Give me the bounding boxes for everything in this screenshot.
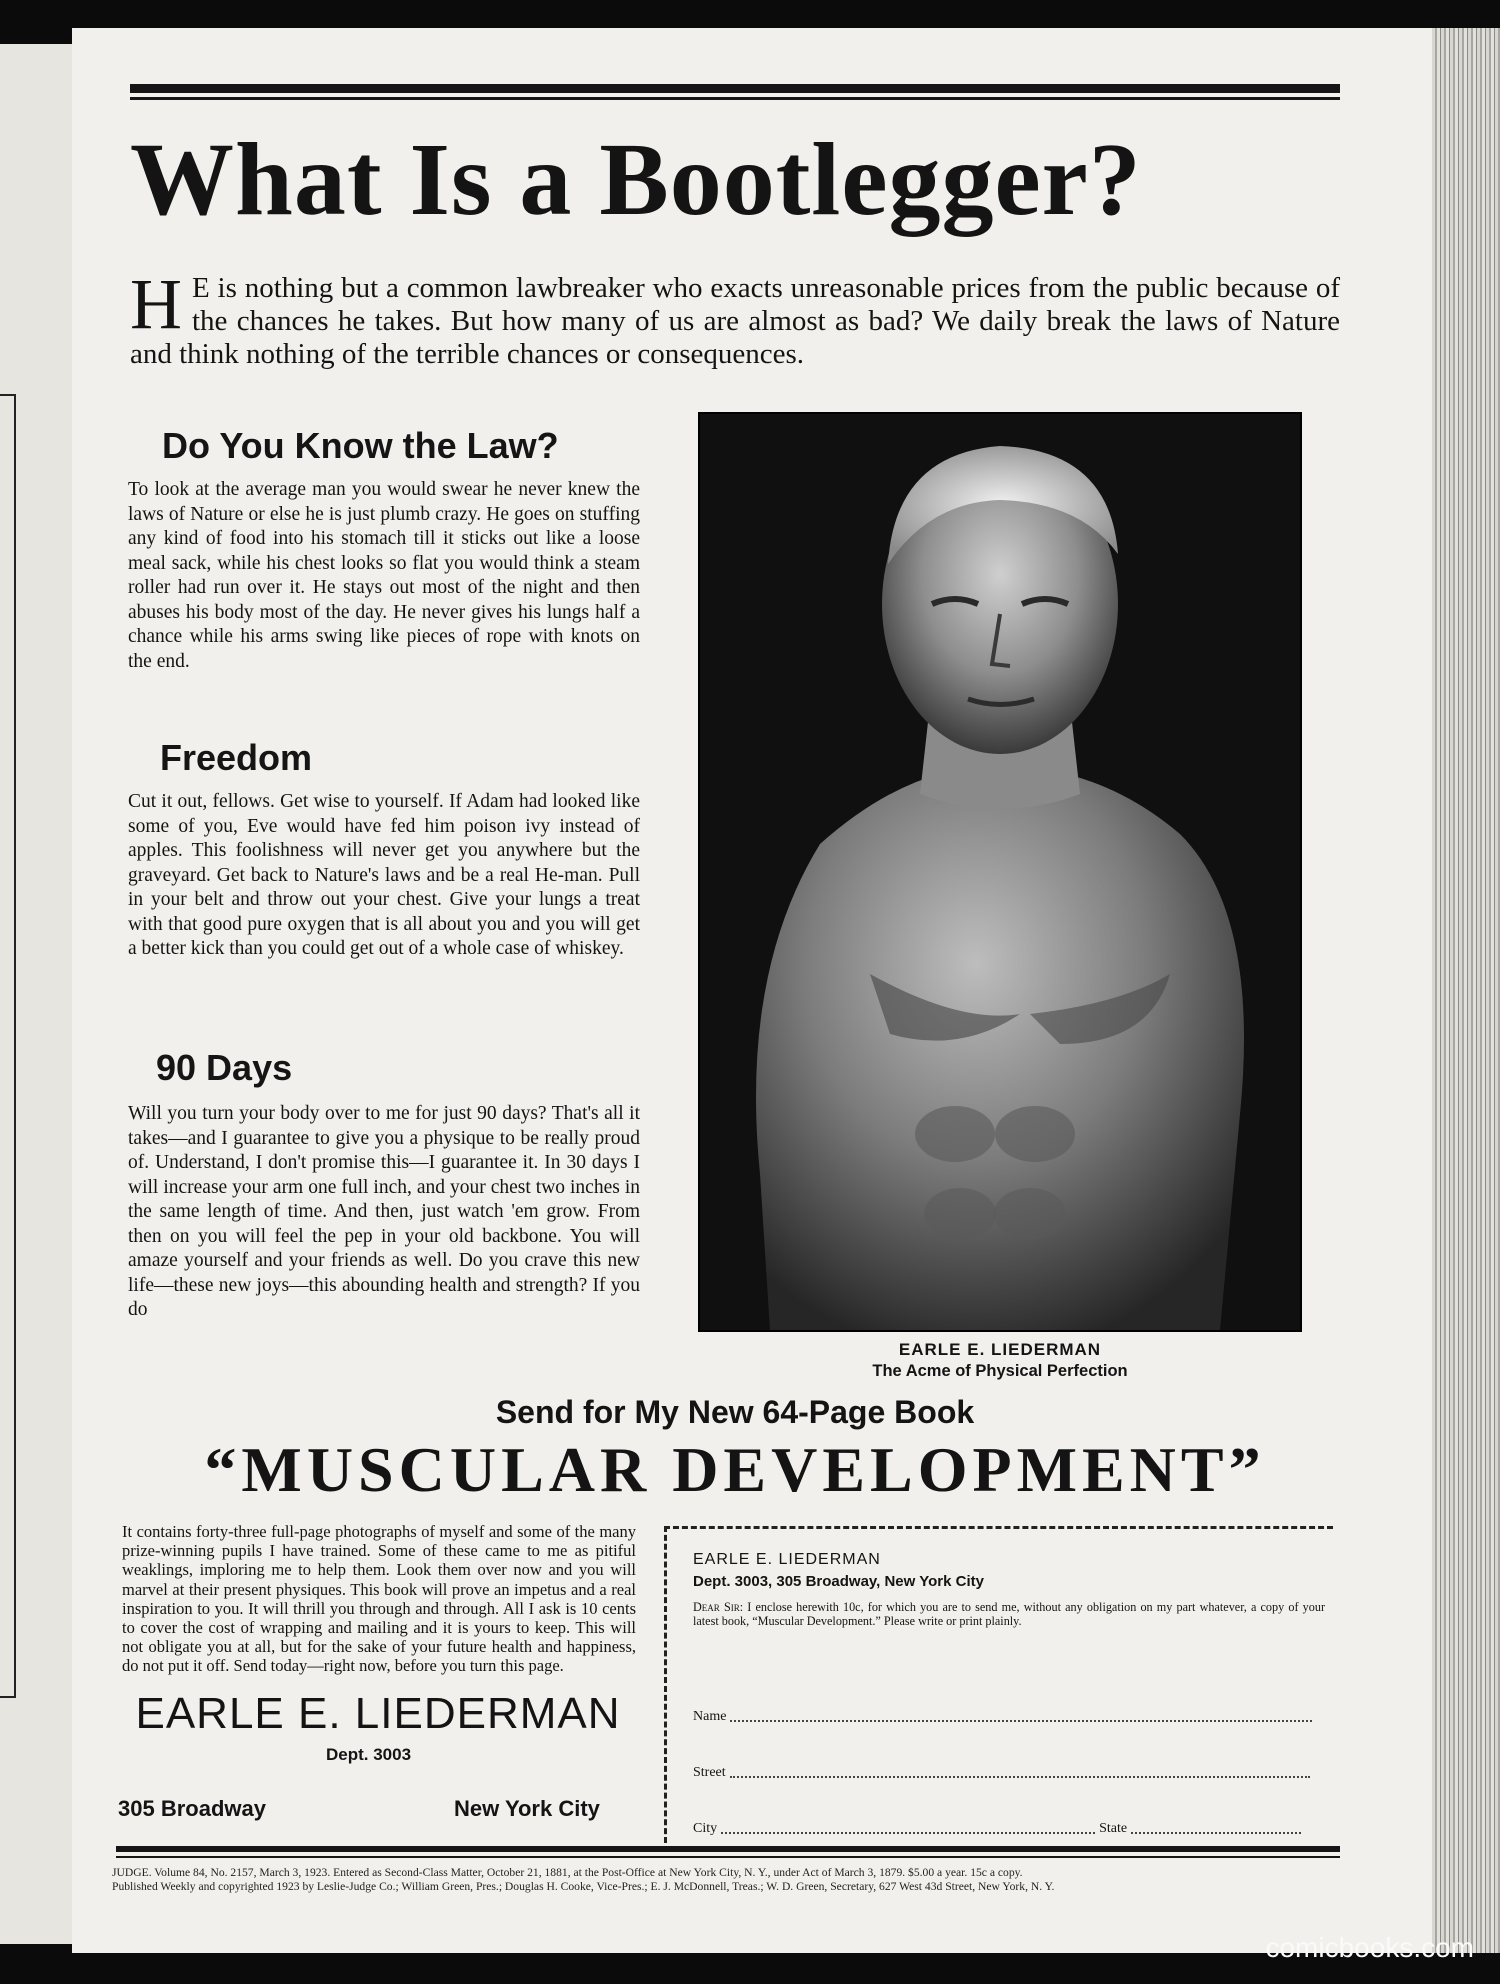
publication-footer-line-1: JUDGE. Volume 84, No. 2157, March 3, 1923. Entered as Second-Class Matter, October 21, 1881, at the Post-Office at New York City, N. Y., under Act of March 3, 1879. $5.00 a year. 15c a copy.	[112, 1866, 1023, 1879]
coupon-name-line[interactable]	[730, 1718, 1312, 1722]
adjacent-page-edge	[0, 44, 74, 1944]
section-body-freedom: Cut it out, fellows. Get wise to yourself. If Adam had looked like some of you, Eve would have fed him poison ivy instead of apples. This foolishness will never get you anywhere but the graveyard. Get back to Nature's laws and be a real He-man. Pull in your belt and throw out your chest. Give your lungs a treat with that good pure oxygen that is all about you and you will get a better kick than you could get out of a whole case of whiskey.	[128, 791, 640, 959]
send-for-book-line: Send for My New 64-Page Book	[495, 1394, 975, 1430]
coupon-state-label: State	[1099, 1821, 1128, 1836]
coupon-message	[693, 1601, 1325, 1629]
intro-text: E is nothing but a common lawbreaker who exacts unreasonable prices from the public because of the chances he takes. But how many of us are almost as bad? We daily break the laws of Nature and think nothing of the terrible chances or consequences.	[130, 272, 1340, 370]
portrait-illustration	[700, 414, 1300, 1330]
advertiser-street: 305 Broadway	[118, 1796, 266, 1821]
section-heading-freedom: Freedom	[160, 737, 313, 778]
book-description: It contains forty-three full-page photographs of myself and some of the many prize-winning pupils I have trained. Some of these came to me as pitiful weaklings, imploring me to help them. Look them over now and you will marvel at their present physiques. This book will prove an impetus and a real inspiration to you. It will thrill you through and through. All I ask is 10 cents to cover the cost of wrapping and mailing and it is yours to keep. This will not obligate you at all, but for the sake of your future health and happiness, do not put it off. Send today—right now, before you turn this page.	[122, 1522, 636, 1676]
coupon-street-field[interactable]	[693, 1765, 1314, 1781]
coupon-street-label: Street	[693, 1765, 726, 1780]
section-heading-law: Do You Know the Law?	[162, 425, 559, 466]
coupon-recipient-address: Dept. 3003, 305 Broadway, New York City	[693, 1573, 984, 1590]
advertiser-dept: Dept. 3003	[326, 1745, 412, 1764]
coupon-state-line[interactable]	[1131, 1830, 1301, 1834]
coupon-name-field[interactable]	[693, 1709, 1316, 1725]
book-spine	[1432, 28, 1500, 1953]
top-rule-thick	[130, 84, 1340, 93]
bottom-rule-thick	[116, 1846, 1340, 1852]
publication-footer-line-2: Published Weekly and copyrighted 1923 by Leslie-Judge Co.; William Green, Pres.; Douglas H. Cooke, Vice-Pres.; E. J. McDonnell, Treas.; W. D. Green, Secretary, 627 West 43d Street, New York, N. Y.	[112, 1880, 1055, 1893]
photo-caption-name: EARLE E. LIEDERMAN	[898, 1340, 1102, 1359]
section-heading-90-days: 90 Days	[156, 1047, 293, 1088]
section-body-law: To look at the average man you would swear he never knew the laws of Nature or else he is just plumb crazy. He goes on stuffing any kind of food into his stomach till it sticks out like a loose meal sack, while his chest looks so flat you would think a steam roller had run over it. He stays out most of the night and then abuses his body most of the day. He never gives his lungs half a chance while his arms swing like pieces of rope with knots on the end.	[128, 479, 640, 672]
coupon-salutation: Dear Sir:	[693, 1600, 744, 1614]
bottom-rule-thin	[116, 1856, 1340, 1858]
coupon-street-line[interactable]	[730, 1774, 1310, 1778]
advertiser-city: New York City	[454, 1796, 600, 1821]
coupon-body: I enclose herewith 10c, for which you are to send me, without any obligation on my part whatever, a copy of your latest book, “Muscular Development.” Please write or print plainly.	[693, 1600, 1326, 1628]
order-coupon	[664, 1526, 1333, 1843]
top-rule-thin	[130, 97, 1340, 100]
advertiser-name: EARLE E. LIEDERMAN	[135, 1689, 621, 1738]
intro-paragraph	[130, 264, 1340, 371]
source-watermark: comicbooks.com	[1265, 1932, 1474, 1963]
intro-dropcap: H	[130, 264, 182, 344]
coupon-city-line[interactable]	[721, 1830, 1095, 1834]
adjacent-page-border	[0, 394, 16, 1698]
coupon-recipient-name: EARLE E. LIEDERMAN	[693, 1551, 881, 1568]
section-body-90-days: Will you turn your body over to me for just 90 days? That's all it takes—and I guarantee to give you a physique to be really proud of. Understand, I don't promise this—I guarantee it. In 30 days I will increase your arm one full inch, and your chest two inches in the same length of time. And then, just watch 'em grow. From then on you will feel the pep in your old backbone. You will amaze yourself and your friends as well. Do you crave this new life—these new joys—this abounding health and strength? If you do	[128, 1103, 640, 1320]
headline: What Is a Bootlegger?	[130, 122, 1142, 237]
portrait-photo	[698, 412, 1302, 1332]
coupon-city-label: City	[693, 1821, 718, 1836]
coupon-city-state-field[interactable]	[693, 1821, 1305, 1837]
coupon-name-label: Name	[693, 1709, 727, 1724]
book-title: “MUSCULAR DEVELOPMENT”	[204, 1434, 1266, 1505]
photo-caption-tagline: The Acme of Physical Perfection	[872, 1362, 1128, 1380]
